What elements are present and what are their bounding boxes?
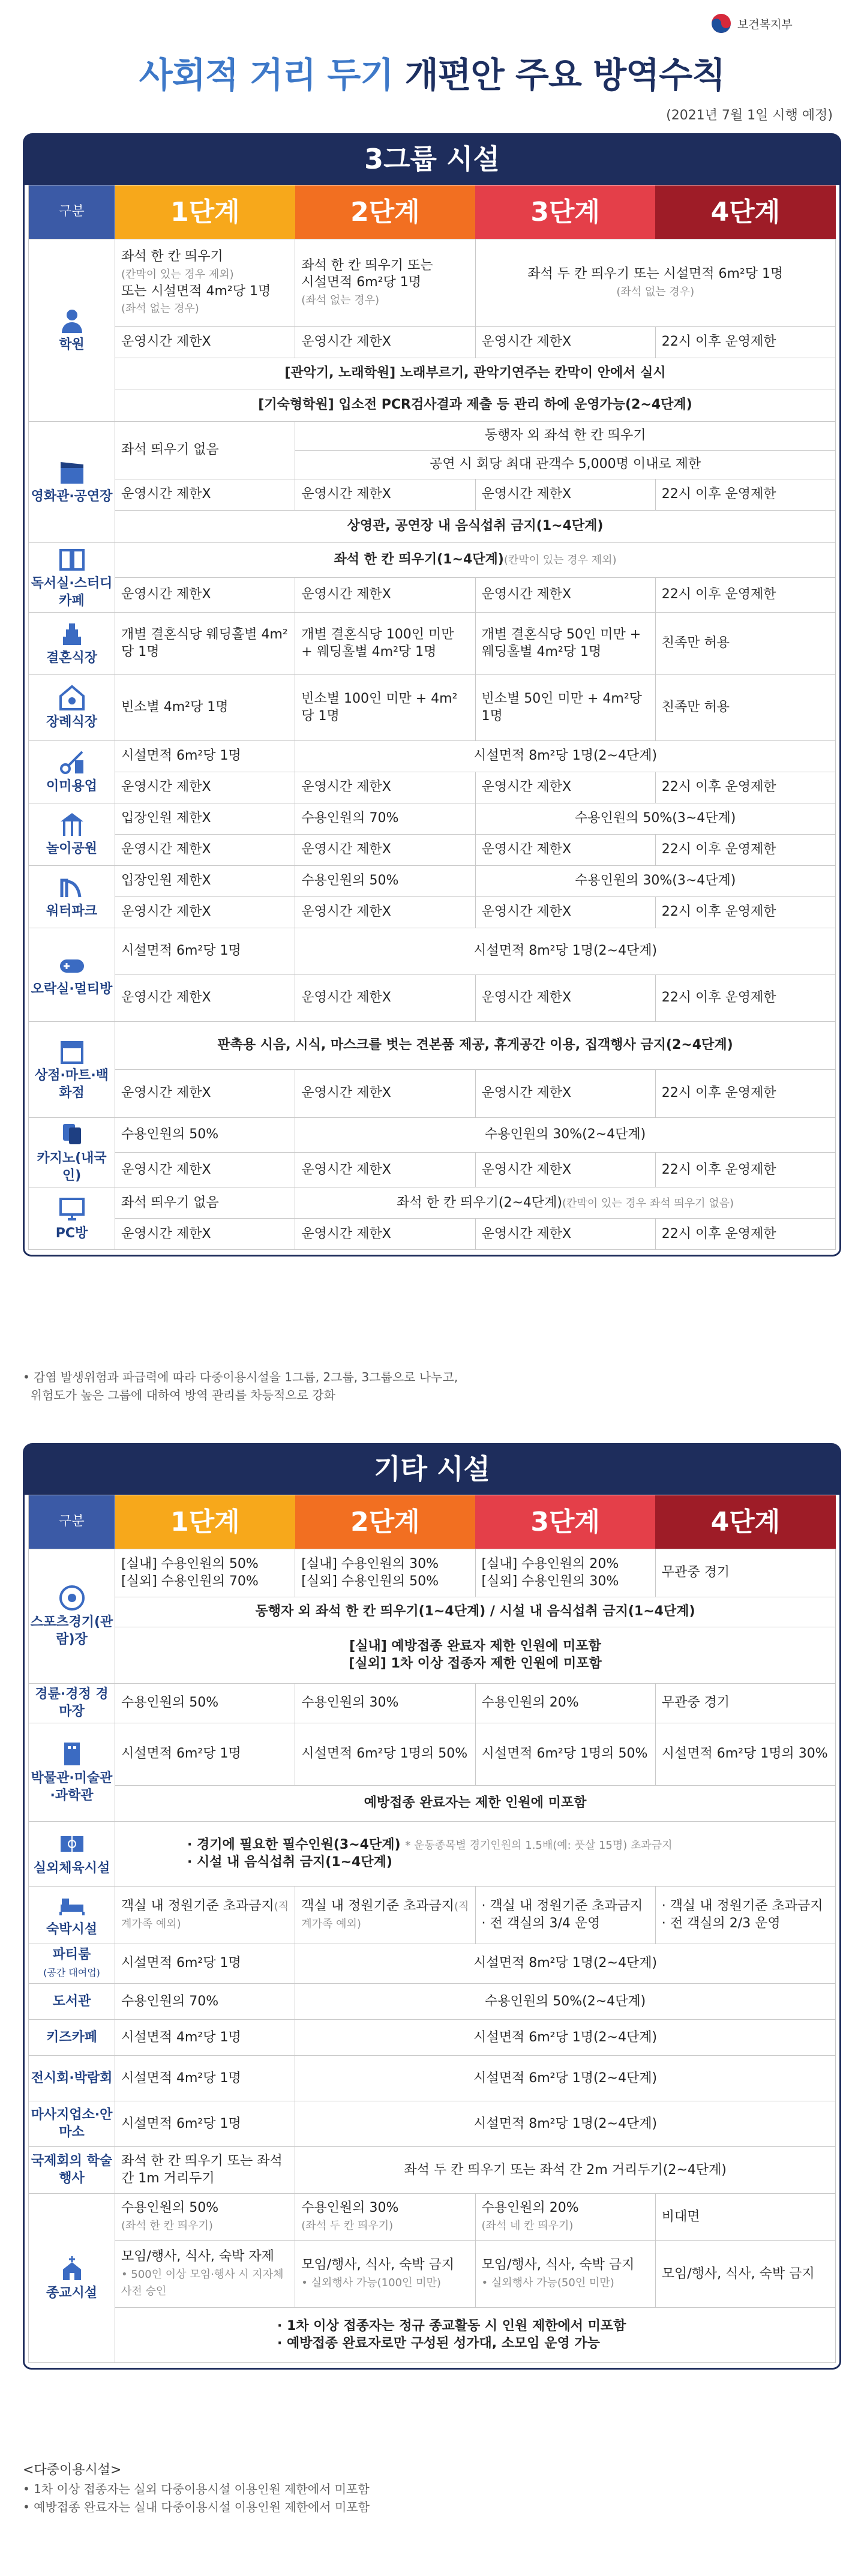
ht-l4: · 객실 내 정원기준 초과금지 · 전 객실의 2/3 운영 — [655, 1887, 835, 1944]
cell: 22시 이후 운영제한 — [655, 772, 835, 803]
cell: 시설면적 6m²당 1명 — [115, 741, 295, 772]
fn-l2: 빈소별 100인 미만 + 4m²당 1명 — [295, 675, 475, 741]
hw-note-2: [기숙형학원] 입소전 PCR검사결과 제출 등 관리 하에 운영가능(2~4단계) — [115, 389, 836, 422]
cell: 운영시간 제한X — [295, 772, 475, 803]
cell: 22시 이후 운영제한 — [655, 835, 835, 866]
hw-l34: 좌석 두 칸 띄우기 또는 시설면적 6m²당 1명 (좌석 없는 경우) — [475, 239, 836, 327]
facility-party: 파티룸 (공간 대여업) — [29, 1944, 115, 1984]
cell: 좌석 띄우기 없음 — [115, 1187, 295, 1219]
cell: 시설면적 8m²당 1명(2~4단계) — [295, 741, 836, 772]
facility-amusement: 놀이공원 — [29, 803, 115, 866]
section-group3 — [23, 133, 841, 1256]
brand-name: 보건복지부 — [737, 17, 793, 31]
scissors-icon — [58, 748, 86, 776]
hw-note-1: [관악기, 노래학원] 노래부르기, 관악기연주는 칸막이 안에서 실시 — [115, 358, 836, 389]
book-icon — [58, 545, 86, 573]
section-other — [23, 1443, 841, 2370]
cell: 입장인원 제한X — [115, 866, 295, 897]
ht-l2: 객실 내 정원기준 초과금지(직계가족 예외) — [295, 1887, 475, 1944]
cell: 운영시간 제한X — [475, 1219, 655, 1250]
wd-l2: 개별 결혼식당 100인 미만 + 웨딩홀별 4m²당 1명 — [295, 613, 475, 675]
cell: 22시 이후 운영제한 — [655, 975, 835, 1022]
facility-arcade: 오락실·멀티방 — [29, 928, 115, 1022]
facility-shop: 상점·마트·백화점 — [29, 1022, 115, 1118]
cell: 좌석 한 칸 띄우기 또는 좌석 간 1m 거리두기 — [115, 2147, 295, 2194]
cell: 운영시간 제한X — [475, 479, 655, 511]
facility-massage: 마사지업소·안마소 — [29, 2101, 115, 2147]
cell: 수용인원의 30% — [295, 1684, 475, 1723]
building-icon — [58, 1740, 86, 1768]
level-4-header: 4단계 — [655, 1495, 835, 1549]
level-1-header: 1단계 — [115, 185, 295, 239]
cell: 시설면적 8m²당 1명(2~4단계) — [295, 928, 836, 975]
facility-library: 도서관 — [29, 1984, 115, 2020]
field-icon — [58, 1830, 86, 1858]
cell: 운영시간 제한X — [115, 1219, 295, 1250]
rl-l1: 수용인원의 50% (좌석 한 칸 띄우기) — [115, 2194, 295, 2241]
cell: 시설면적 6m²당 1명 — [115, 1723, 295, 1786]
cell: 22시 이후 운영제한 — [655, 1153, 835, 1187]
rl-l4: 비대면 — [655, 2194, 835, 2241]
cell: 운영시간 제한X — [295, 835, 475, 866]
header-label: 구분 — [29, 1495, 115, 1549]
funeral-icon — [58, 684, 86, 712]
outdoor-rules: · 경기에 필요한 필수인원(3~4단계) * 운동종목별 경기인원의 1.5배(예: 풋살 15명) 초과금지 · 시설 내 음식섭취 금지(1~4단계) — [115, 1822, 836, 1887]
section-title: 기타 시설 — [23, 1443, 841, 1495]
student-icon — [58, 307, 86, 334]
cell: 운영시간 제한X — [115, 578, 295, 613]
facility-outdoor: 실외체육시설 — [29, 1822, 115, 1887]
rm-l3: 모임/행사, 식사, 숙박 금지 • 실외행사 가능(50인 미만) — [475, 2241, 655, 2308]
other-table — [28, 1495, 836, 2363]
facility-religion: 종교시설 — [29, 2194, 115, 2363]
cell: 시설면적 6m²당 1명 — [115, 1944, 295, 1984]
facility-study: 독서실·스터디카페 — [29, 543, 115, 613]
cell: 수용인원의 50%(3~4단계) — [475, 803, 836, 835]
rel-note: · 1차 이상 접종자는 정규 종교활동 시 인원 제한에서 미포함 · 예방접종 완료자로만 구성된 성가대, 소모임 운영 가능 — [115, 2308, 836, 2363]
taegeuk-icon — [711, 13, 731, 34]
cell: 운영시간 제한X — [475, 975, 655, 1022]
waterslide-icon — [58, 873, 86, 901]
level-2-header: 2단계 — [295, 1495, 475, 1549]
rm-l4: 모임/행사, 식사, 숙박 금지 — [655, 2241, 835, 2308]
cell: 운영시간 제한X — [475, 772, 655, 803]
cell: 시설면적 6m²당 1명(2~4단계) — [295, 2020, 836, 2056]
sp-l4: 무관중 경기 — [655, 1549, 835, 1597]
header-label: 구분 — [29, 185, 115, 239]
mv-note: 상영관, 공연장 내 음식섭취 금지(1~4단계) — [115, 511, 836, 543]
cell: 시설면적 6m²당 1명 — [115, 2101, 295, 2147]
cell: 운영시간 제한X — [295, 479, 475, 511]
bed-icon — [58, 1891, 86, 1919]
ht-l1: 객실 내 정원기준 초과금지(직계가족 예외) — [115, 1887, 295, 1944]
facility-hakwon: 학원 — [29, 239, 115, 422]
rm-l2: 모임/행사, 식사, 숙박 금지 • 실외행사 가능(100인 미만) — [295, 2241, 475, 2308]
monitor-icon — [58, 1195, 86, 1223]
store-icon — [58, 1037, 86, 1065]
cell: 22시 이후 운영제한 — [655, 1070, 835, 1118]
level-4-header: 4단계 — [655, 185, 835, 239]
cell: 수용인원의 70% — [295, 803, 475, 835]
cell: 운영시간 제한X — [115, 772, 295, 803]
brand-logo — [711, 13, 793, 34]
church-icon — [58, 2255, 86, 2283]
level-1-header: 1단계 — [115, 1495, 295, 1549]
rm-l1: 모임/행사, 식사, 숙박 자제 • 500인 이상 모임·행사 시 지자체 사전 승인 — [115, 2241, 295, 2308]
cell: 운영시간 제한X — [475, 327, 655, 358]
cell: 운영시간 제한X — [475, 1070, 655, 1118]
cell: 시설면적 8m²당 1명(2~4단계) — [295, 2101, 836, 2147]
cell: 22시 이후 운영제한 — [655, 897, 835, 928]
cell: 수용인원의 30%(2~4단계) — [295, 1118, 836, 1153]
effective-date: (2021년 7월 1일 시행 예정) — [666, 108, 833, 123]
facility-beauty: 이미용업 — [29, 741, 115, 803]
st-all: 좌석 한 칸 띄우기(1~4단계)(칸막이 있는 경우 제외) — [115, 543, 836, 578]
facility-conference: 국제회의 학술행사 — [29, 2147, 115, 2194]
group3-table — [28, 185, 836, 1250]
cell: 운영시간 제한X — [295, 578, 475, 613]
facility-expo: 전시회·박람회 — [29, 2056, 115, 2101]
cell: 운영시간 제한X — [295, 1219, 475, 1250]
cell: 22시 이후 운영제한 — [655, 578, 835, 613]
cell: 수용인원의 50% — [115, 1118, 295, 1153]
pc-seat: 좌석 한 칸 띄우기(2~4단계)(칸막이 있는 경우 좌석 띄우기 없음) — [295, 1187, 836, 1219]
facility-sport: 스포츠경기(관람)장 — [29, 1549, 115, 1684]
fn-l3: 빈소별 50인 미만 + 4m²당 1명 — [475, 675, 655, 741]
cell: 운영시간 제한X — [115, 835, 295, 866]
mv-l1: 좌석 띄우기 없음 — [115, 422, 295, 479]
facility-museum: 박물관·미술관·과학관 — [29, 1723, 115, 1822]
cell: 수용인원의 50% — [115, 1684, 295, 1723]
wd-l1: 개별 결혼식당 웨딩홀별 4m²당 1명 — [115, 613, 295, 675]
cell: 수용인원의 30%(3~4단계) — [475, 866, 836, 897]
cell: 운영시간 제한X — [115, 1070, 295, 1118]
cell: 운영시간 제한X — [115, 479, 295, 511]
cell: 시설면적 6m²당 1명의 30% — [655, 1723, 835, 1786]
cell: 시설면적 8m²당 1명(2~4단계) — [295, 1944, 836, 1984]
soccer-ball-icon — [58, 1584, 86, 1612]
facility-waterpark: 워터파크 — [29, 866, 115, 928]
cell: 운영시간 제한X — [295, 1070, 475, 1118]
hw-l1: 좌석 한 칸 띄우기 (칸막이 있는 경우 제외) 또는 시설면적 4m²당 1명 (좌석 없는 경우) — [115, 239, 295, 327]
cell: 수용인원의 70% — [115, 1984, 295, 2020]
cell: 시설면적 6m²당 1명의 50% — [295, 1723, 475, 1786]
section-title: 3그룹 시설 — [23, 133, 841, 185]
gamepad-icon — [58, 951, 86, 979]
level-2-header: 2단계 — [295, 185, 475, 239]
cell: 무관중 경기 — [655, 1684, 835, 1723]
sp-note-2: [실내] 예방접종 완료자 제한 인원에 미포함 [실외] 1차 이상 접종자 제한 인원에 미포함 — [115, 1627, 836, 1684]
cell: 수용인원의 50% — [295, 866, 475, 897]
sp-note-1: 동행자 외 좌석 한 칸 띄우기(1~4단계) / 시설 내 음식섭취 금지(1~4단계) — [115, 1597, 836, 1627]
facility-casino: 카지노(내국인) — [29, 1118, 115, 1187]
rl-l2: 수용인원의 30% (좌석 두 칸 띄우기) — [295, 2194, 475, 2241]
cell: 운영시간 제한X — [115, 1153, 295, 1187]
cell: 시설면적 6m²당 1명의 50% — [475, 1723, 655, 1786]
group-note: • 감염 발생위험과 파급력에 따라 다중이용시설을 1그룹, 2그룹, 3그룹으로 나누고, 위험도가 높은 그룹에 대하여 방역 관리를 차등적으로 강화 — [23, 1370, 458, 1402]
ht-l3: · 객실 내 정원기준 초과금지 · 전 객실의 3/4 운영 — [475, 1887, 655, 1944]
cell: 운영시간 제한X — [475, 897, 655, 928]
cell: 운영시간 제한X — [475, 578, 655, 613]
cell: 운영시간 제한X — [475, 835, 655, 866]
cell: 시설면적 6m²당 1명(2~4단계) — [295, 2056, 836, 2101]
clapperboard-icon — [58, 458, 86, 486]
cell: 수용인원의 20% — [475, 1684, 655, 1723]
cell: 좌석 두 칸 띄우기 또는 좌석 간 2m 거리두기(2~4단계) — [295, 2147, 836, 2194]
cell: 운영시간 제한X — [295, 327, 475, 358]
cards-icon — [58, 1120, 86, 1148]
level-3-header: 3단계 — [475, 185, 655, 239]
fn-l4: 친족만 허용 — [655, 675, 835, 741]
sp-l1: [실내] 수용인원의 50% [실외] 수용인원의 70% — [115, 1549, 295, 1597]
shop-note: 판촉용 시음, 시식, 마스크를 벗는 견본품 제공, 휴게공간 이용, 집객행사 금지(2~4단계) — [115, 1022, 836, 1070]
cell: 운영시간 제한X — [475, 1153, 655, 1187]
cell: 시설면적 4m²당 1명 — [115, 2020, 295, 2056]
facility-race: 경륜·경정 경마장 — [29, 1684, 115, 1723]
facility-movie: 영화관·공연장 — [29, 422, 115, 543]
cell: 운영시간 제한X — [295, 975, 475, 1022]
wd-l3: 개별 결혼식당 50인 미만 + 웨딩홀별 4m²당 1명 — [475, 613, 655, 675]
sp-l2: [실내] 수용인원의 30% [실외] 수용인원의 50% — [295, 1549, 475, 1597]
cell: 운영시간 제한X — [115, 327, 295, 358]
facility-wedding: 결혼식장 — [29, 613, 115, 675]
cell: 운영시간 제한X — [115, 897, 295, 928]
wedding-cake-icon — [58, 620, 86, 647]
level-3-header: 3단계 — [475, 1495, 655, 1549]
facility-hotel: 숙박시설 — [29, 1887, 115, 1944]
mv-l234: 동행자 외 좌석 한 칸 띄우기 — [295, 422, 836, 451]
hw-l2: 좌석 한 칸 띄우기 또는 시설면적 6m²당 1명 (좌석 없는 경우) — [295, 239, 475, 327]
cell: 운영시간 제한X — [295, 1153, 475, 1187]
wd-l4: 친족만 허용 — [655, 613, 835, 675]
facility-funeral: 장례식장 — [29, 675, 115, 741]
carousel-icon — [58, 811, 86, 838]
sp-l3: [실내] 수용인원의 20% [실외] 수용인원의 30% — [475, 1549, 655, 1597]
facility-pc: PC방 — [29, 1187, 115, 1250]
facility-note: <다중이용시설> • 1차 이상 접종자는 실외 다중이용시설 이용인원 제한에서 미포함 • 예방접종 완료자는 실내 다중이용시설 이용인원 제한에서 미포함 — [23, 2463, 370, 2514]
page-title: 사회적 거리 두기 개편안 주요 방역수칙 — [139, 55, 725, 95]
cell: 22시 이후 운영제한 — [655, 327, 835, 358]
facility-kids: 키즈카페 — [29, 2020, 115, 2056]
cell: 운영시간 제한X — [115, 975, 295, 1022]
cell: 운영시간 제한X — [295, 897, 475, 928]
cell: 시설면적 4m²당 1명 — [115, 2056, 295, 2101]
cell: 22시 이후 운영제한 — [655, 479, 835, 511]
cell: 22시 이후 운영제한 — [655, 1219, 835, 1250]
cell: 시설면적 6m²당 1명 — [115, 928, 295, 975]
ms-note: 예방접종 완료자는 제한 인원에 미포함 — [115, 1786, 836, 1822]
fn-l1: 빈소별 4m²당 1명 — [115, 675, 295, 741]
rl-l3: 수용인원의 20% (좌석 네 칸 띄우기) — [475, 2194, 655, 2241]
mv-cap: 공연 시 회당 최대 관객수 5,000명 이내로 제한 — [295, 451, 836, 479]
cell: 입장인원 제한X — [115, 803, 295, 835]
cell: 수용인원의 50%(2~4단계) — [295, 1984, 836, 2020]
